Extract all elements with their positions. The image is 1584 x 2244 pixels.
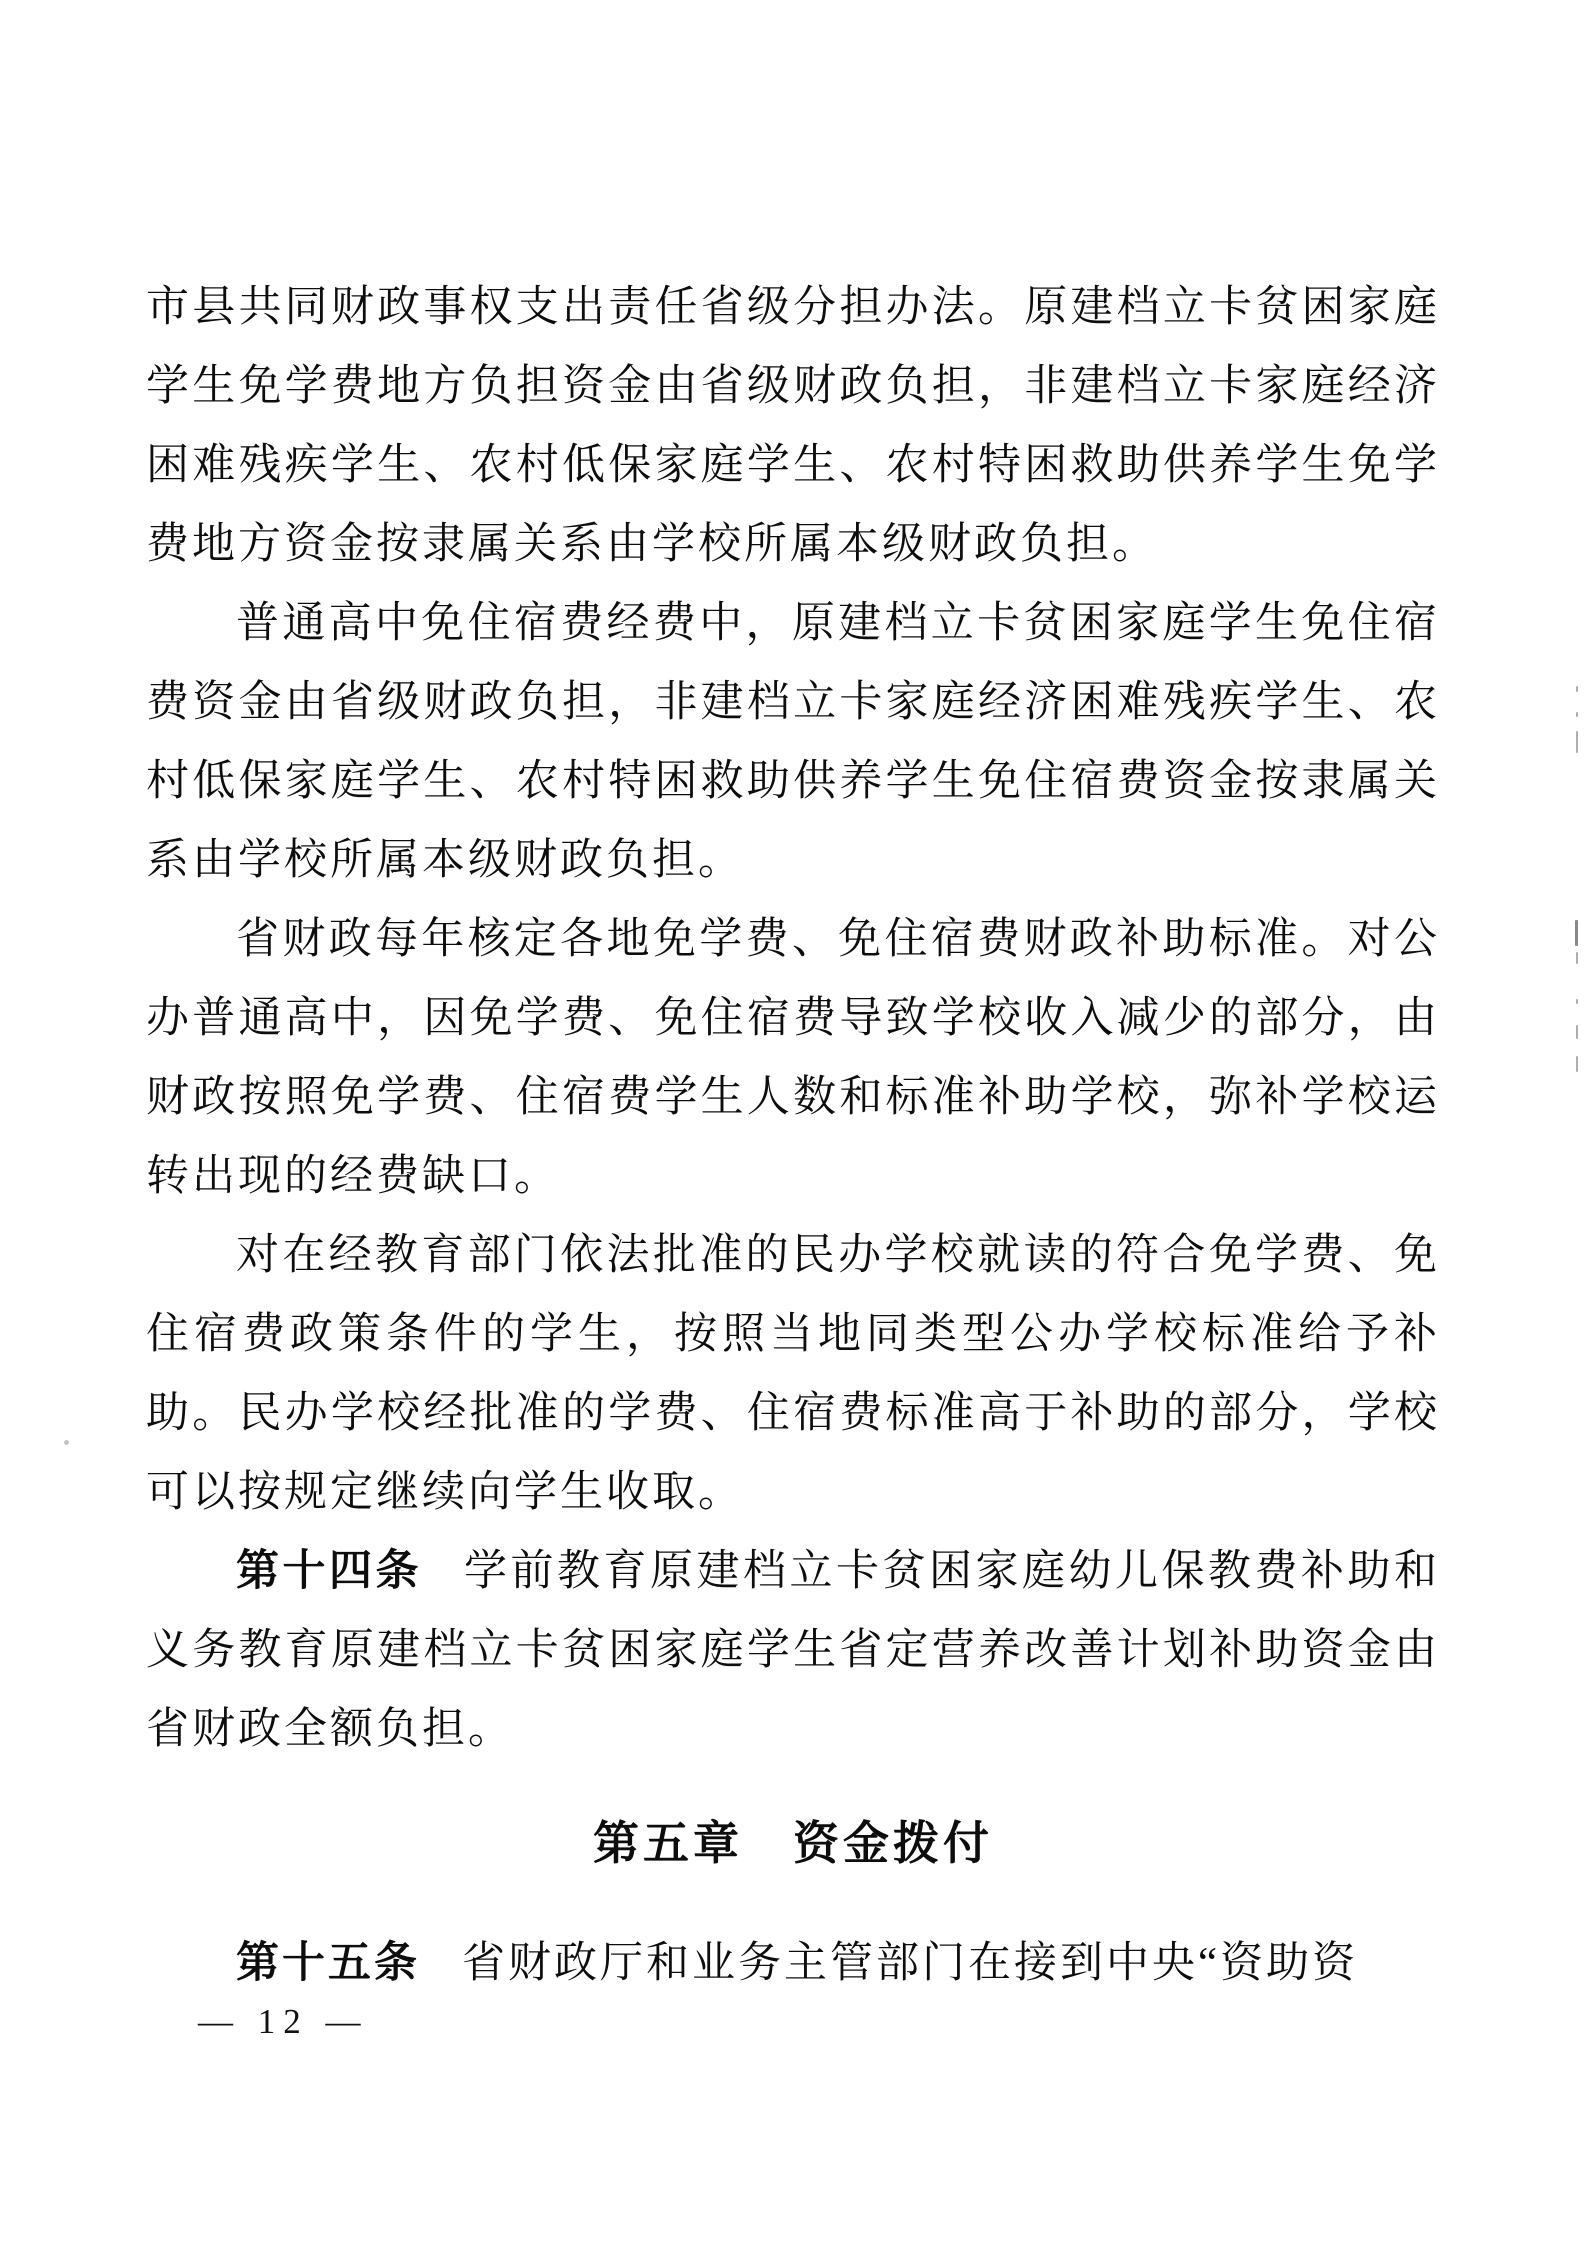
paragraph-boarding-fee: 普通高中免住宿费经费中，原建档立卡贫困家庭学生免住宿费资金由省级财政负担，非建档立卡家庭经济困难残疾学生、农村低保家庭学生、农村特困救助供养学生免住宿费资金按隶属关系由学校所属本级财政负担。 [146, 600, 1440, 884]
article-15-number: 第十五条 [236, 1939, 420, 1987]
article-14-number: 第十四条 [236, 1547, 422, 1595]
scan-artifact [64, 1440, 69, 1445]
scan-artifact [1576, 952, 1578, 964]
page-number: — 12 — [198, 2002, 369, 2041]
chapter-heading: 第五章 资金拨付 [593, 1817, 993, 1869]
article-15 [146, 1924, 1440, 2003]
scan-artifact [1576, 999, 1578, 1004]
document-body [146, 268, 1440, 2003]
paragraph-continuation: 市县共同财政事权支出责任省级分担办法。原建档立卡贫困家庭学生免学费地方负担资金由省级财政负担，非建档立卡家庭经济困难残疾学生、农村低保家庭学生、农村特困救助供养学生免学费地方资金按隶属关系由学校所属本级财政负担。 [146, 284, 1440, 568]
article-14 [146, 1532, 1440, 1769]
scan-artifact [1575, 920, 1578, 946]
paragraph-subsidy-standard: 省财政每年核定各地免学费、免住宿费财政补助标准。对公办普通高中，因免学费、免住宿费导致学校收入减少的部分，由财政按照免学费、住宿费学生人数和标准补助学校，弥补学校运转出现的经费缺口。 [146, 916, 1440, 1200]
scan-artifact [1576, 712, 1578, 717]
scan-artifact [1576, 1056, 1578, 1072]
scan-artifact [1576, 731, 1578, 753]
scan-artifact [1576, 1025, 1578, 1039]
article-15-text: 省财政厅和业务主管部门在接到中央“资助资 [462, 1940, 1359, 1987]
scan-artifact [1576, 686, 1578, 692]
paragraph-private-schools: 对在经教育部门依法批准的民办学校就读的符合免学费、免住宿费政策条件的学生，按照当地同类型公办学校标准给予补助。民办学校经批准的学费、住宿费标准高于补助的部分，学校可以按规定继续向学生收取。 [146, 1232, 1440, 1516]
article-14-text: 学前教育原建档立卡贫困家庭幼儿保教费补助和义务教育原建档立卡贫困家庭学生省定营养改善计划补助资金由省财政全额负担。 [146, 1548, 1440, 1753]
